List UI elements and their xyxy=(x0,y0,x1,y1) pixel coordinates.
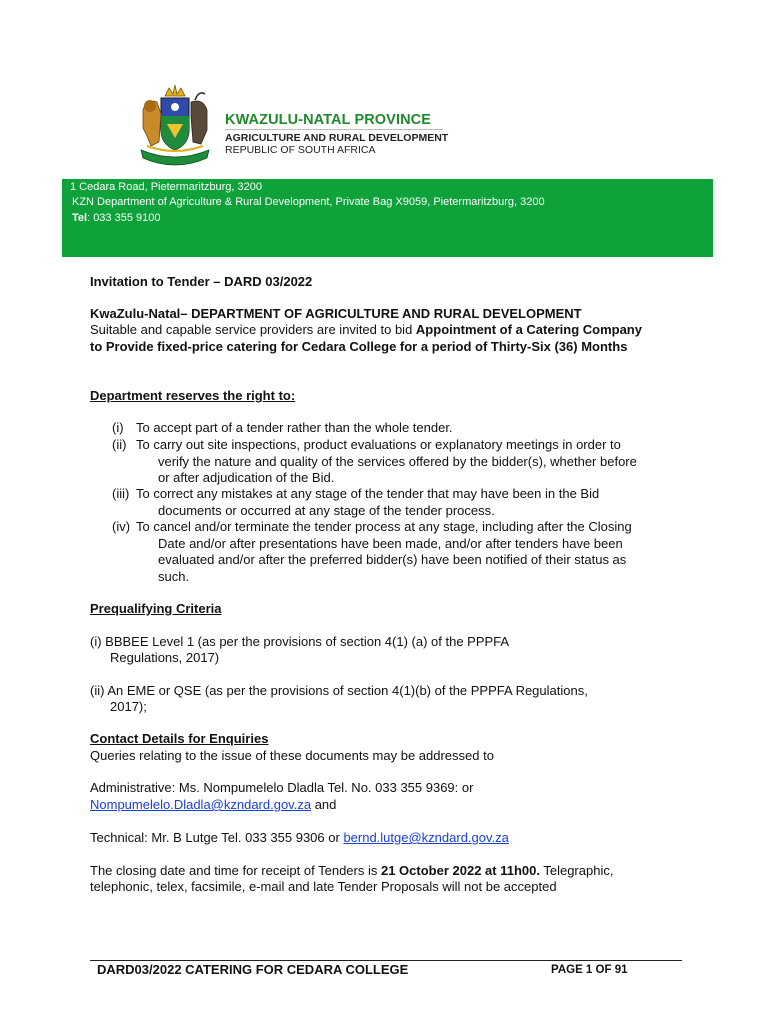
right-number: (ii) xyxy=(112,437,127,452)
right-number: (i) xyxy=(112,420,124,435)
right-text: or after adjudication of the Bid. xyxy=(158,470,335,485)
right-number: (iv) xyxy=(112,519,131,534)
criterion-line: 2017); xyxy=(110,699,147,714)
street-address: 1 Cedara Road, Pietermaritzburg, 3200 xyxy=(70,181,262,193)
reserves-heading: Department reserves the right to: xyxy=(90,388,296,403)
tel-number: : 033 355 9100 xyxy=(87,212,161,224)
right-text: To cancel and/or terminate the tender process at any stage, including after the Closing xyxy=(136,519,632,534)
criterion-line: Regulations, 2017) xyxy=(110,650,220,665)
right-text: To carry out site inspections, product evaluations or explanatory meetings in order to xyxy=(136,437,621,452)
right-text: verify the nature and quality of the services offered by the bidder(s), whether before xyxy=(158,453,637,469)
tech-text: Technical: Mr. B Lutge Tel. 033 355 9306 or xyxy=(90,830,344,845)
right-number: (iii) xyxy=(112,486,130,501)
right-text: evaluated and/or after the preferred bidder(s) have been notified of their status as xyxy=(158,552,627,567)
address-banner xyxy=(62,179,713,257)
criterion-line: (ii) An EME or QSE (as per the provisions of section 4(1)(b) of the PPPFA Regulations, xyxy=(90,683,588,698)
prequal-heading: Prequalifying Criteria xyxy=(90,601,222,616)
department-name: AGRICULTURE AND RURAL DEVELOPMENT xyxy=(225,132,449,144)
closing-line-1 xyxy=(90,863,613,880)
province-title: KWAZULU-NATAL PROVINCE xyxy=(225,112,431,128)
admin-and: and xyxy=(311,797,337,812)
technical-contact xyxy=(90,830,509,847)
contact-intro: Queries relating to the issue of these documents may be addressed to xyxy=(90,748,494,763)
page-number: PAGE 1 OF 91 xyxy=(551,964,628,976)
tech-email-link[interactable]: bernd.lutge@kzndard.gov.za xyxy=(343,830,509,845)
right-text: To accept part of a tender rather than the whole tender. xyxy=(136,420,453,435)
admin-email-line xyxy=(90,797,336,814)
admin-email-link[interactable]: Nompumelelo.Dladla@kzndard.gov.za xyxy=(90,797,312,812)
footer-title: DARD03/2022 CATERING FOR CEDARA COLLEGE xyxy=(97,962,409,977)
right-text: documents or occurred at any stage of the tender process. xyxy=(158,502,495,518)
criterion-line: (i) BBBEE Level 1 (as per the provisions of section 4(1) (a) of the PPPFA xyxy=(90,634,510,649)
right-text: To correct any mistakes at any stage of the tender that may have been in the Bid xyxy=(136,486,600,501)
coat-of-arms-icon xyxy=(133,80,217,168)
closing-tail: Telegraphic, xyxy=(539,863,614,878)
right-text: such. xyxy=(158,568,190,584)
closing-line-2: telephonic, telex, facsimile, e-mail and late Tender Proposals will not be accepted xyxy=(90,879,557,894)
footer-divider xyxy=(90,960,682,961)
department-heading: KwaZulu-Natal– DEPARTMENT OF AGRICULTURE AND RURAL DEVELOPMENT xyxy=(90,306,582,321)
invitation-title: Invitation to Tender – DARD 03/2022 xyxy=(90,274,313,289)
invite-plain: Suitable and capable service providers are invited to bid xyxy=(90,322,416,337)
closing-plain: The closing date and time for receipt of Tenders is xyxy=(90,863,381,878)
closing-date: 21 October 2022 at 11h00. xyxy=(380,863,540,878)
admin-contact: Administrative: Ms. Nompumelelo Dladla Tel. No. 033 355 9369: or xyxy=(90,780,474,795)
invite-bold-1: Appointment of a Catering Company xyxy=(415,322,642,337)
contact-heading: Contact Details for Enquiries xyxy=(90,731,269,746)
invite-line-1 xyxy=(90,322,642,339)
right-text: Date and/or after presentations have been made, and/or after tenders have been xyxy=(158,535,623,551)
letterhead-divider xyxy=(225,129,443,130)
invite-bold-2: to Provide fixed-price catering for Cedara College for a period of Thirty-Six (36) Months xyxy=(90,339,628,354)
country-name: REPUBLIC OF SOUTH AFRICA xyxy=(225,144,376,156)
tel-label: Tel xyxy=(72,212,88,224)
postal-address: KZN Department of Agriculture & Rural Development, Private Bag X9059, Pietermaritzburg, 3200 xyxy=(72,196,545,208)
telephone-line xyxy=(72,211,160,227)
